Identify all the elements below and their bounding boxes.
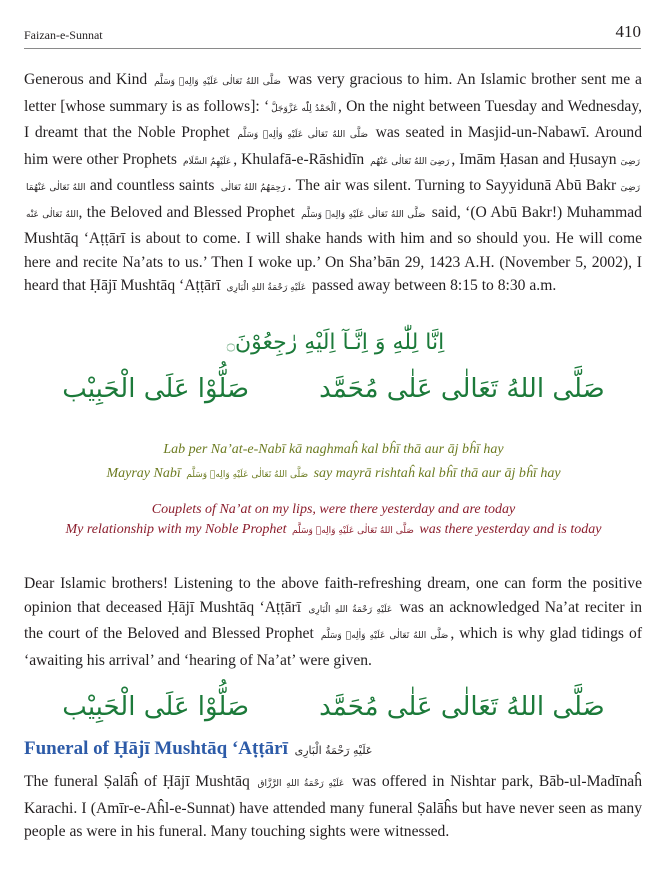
text-run: , On the night between Tuesday and Wednesday, I dreamt that the Noble Prophet [24, 97, 642, 141]
text-run: say mayrā rishtaĥ kal bĥī thā aur āj bĥī hay [313, 466, 561, 481]
arabic-salutation: عَلَيْهِمُ السَّلَام [182, 156, 232, 167]
heading-text: Funeral of Ḥājī Mushtāq ‘Aṭṭārī [24, 738, 288, 759]
arabic-salutation: صَلَّى اللهُ تَعَالٰى عَلَيْهِ وَاٰلِهٖ وَسَلَّم [237, 130, 368, 140]
arabic-salutation: عَلَيْهِ رَحْمَةُ اللهِ الْبَارِی [226, 283, 307, 293]
arabic-salutation: عَلَيْهِ رَحْمَةُ الْبَارِی [294, 744, 373, 757]
text-run: and countless saints [89, 177, 215, 194]
text-run: , which is why glad tidings of ‘awaiting his arrival’ and ‘hearing of Na’at’ were given. [24, 625, 643, 669]
arabic-praise: اَلْحَمْدُ لِلّٰه عَزَّوَجَلَّ [271, 103, 337, 114]
arabic-salutation: صَلَّى اللهُ تَعَالٰى عَلَيْهِ وَالِهٖ وَسَلَّم [292, 526, 414, 536]
arabic-salutation: صَلَّى اللهُ تَعَالٰى عَلَيْهِ وَالِهٖ وَسَلَّم [154, 77, 281, 87]
ayah-text: اِنَّا لِلّٰهِ وَ اِنَّـآ اِلَيْهِ رٰجِعُوْنَ [234, 330, 445, 355]
arabic-salutation: صَلَّى اللهُ تَعَالٰى عَلَيْهِ وَالِهٖ وَسَلَّم [186, 470, 309, 480]
text-run: said, ‘(O Abū Bakr!) Muhammad Mushtāq ‘Aṭṭārī is about to come. I will shake hands with him and so should you. He will come here and recite Na’ats to us.’ Then I woke up.’ On Sha’bān 29, 1423 A.H. (November 5, 2002), I heard that Ḥājī Mushtāq ‘Aṭṭārī [24, 203, 642, 294]
durood-right: صَلَّى اللهُ تَعَالٰى عَلٰى مُحَمَّد [319, 374, 605, 404]
arabic-salutation: صَلَّى اللهُ تَعَالٰى عَلَيْهِ وَالِهٖ وَسَلَّم [301, 209, 426, 220]
text-run: was offered in Nishtar park, Bāb-ul-Madīnaĥ Karachi. I (Amīr-e-Aĥl-e-Sunnat) have attended many funeral Ṣalāĥs but have never seen as many people as were in his funeral. Many touching sights were witnessed. [24, 773, 643, 840]
text-run: was an acknowledged Na’at reciter in the court of the Beloved and Blessed Prophet [24, 598, 642, 642]
paragraph-dream [24, 68, 642, 301]
book-title: Faizan-e-Sunnat [24, 28, 103, 42]
text-run: was seated in Masjid-un-Nabawī. Around him were other Prophets [24, 124, 642, 168]
paragraph-funeral [24, 770, 642, 844]
page-header [24, 22, 641, 49]
ayah-end-marker: ۝ [226, 337, 235, 353]
section-heading [24, 738, 374, 760]
text-run: Dear Islamic brothers! Listening to the above faith-refreshing dream, one can form the positive opinion that deceased Ḥājī Mushtāq ‘Aṭṭārī [24, 575, 642, 616]
text-run: . The air was silent. Turning to Sayyidunā Abū Bakr [287, 177, 617, 194]
text-run: , Imām Ḥasan and Ḥusayn [451, 150, 617, 168]
arabic-salutation: رَحِمَهُمُ اللهُ تَعَالٰی [220, 183, 286, 193]
text-run: was there yesterday and is today [419, 522, 602, 537]
text-run: , the Beloved and Blessed Prophet [78, 203, 295, 221]
text-run: Mayray Nabī [106, 466, 181, 481]
arabic-salutation: رَضِیَ اللهُ تَعَالٰی عَنْهُم [370, 156, 450, 167]
text-run: Generous and Kind [24, 71, 148, 88]
durood-right: صَلَّى اللهُ تَعَالٰى عَلٰى مُحَمَّد [319, 692, 605, 722]
text-run: My relationship with my Noble Prophet [65, 522, 287, 537]
page-number: 410 [615, 22, 641, 41]
poem-translation-2 [0, 522, 667, 538]
arabic-salutation: صَلَّى اللهُ تَعَالٰى عَلَيْهِ وَاٰلِهٖ وَسَلَّم [320, 631, 449, 641]
text-run: passed away between 8:15 to 8:30 a.m. [311, 277, 557, 294]
durood-line [0, 692, 667, 722]
text-run: , Khulafā-e-Rāshidīn [233, 150, 365, 168]
text-run: The funeral Ṣalāĥ of Ḥājī Mushtāq [24, 773, 250, 790]
arabic-salutation: رَضِیَ اللهُ تَعَالٰی عَنْه [26, 183, 641, 220]
poem-translation-1: Couplets of Na’at on my lips, were there yesterday and are today [151, 502, 516, 517]
text-run: was very gracious to him. An Islamic brother sent me a letter [whose summary is as follows]: ‘ [24, 71, 642, 115]
durood-line [0, 374, 667, 404]
arabic-salutation: عَلَيْهِ رَحْمَةُ اللهِ الْبَارِی [308, 604, 393, 615]
durood-left: صَلُّوْا عَلَى الْحَبِيْب [62, 374, 250, 404]
paragraph-reflection [24, 572, 642, 672]
poem-line-2 [0, 466, 667, 482]
quranic-verse [0, 330, 667, 355]
durood-left: صَلُّوْا عَلَى الْحَبِيْب [62, 692, 250, 722]
arabic-salutation: عَلَيْهِ رَحْمَةُ اللهِ الرَّزَّاق [257, 779, 345, 789]
poem-line-1: Lab per Na’at-e-Nabī kā naghmaĥ kal bĥī thā aur āj bĥī hay [163, 442, 504, 457]
arabic-salutation: رَضِیَ اللهُ تَعَالٰی عَنْهُمَا [26, 156, 641, 193]
